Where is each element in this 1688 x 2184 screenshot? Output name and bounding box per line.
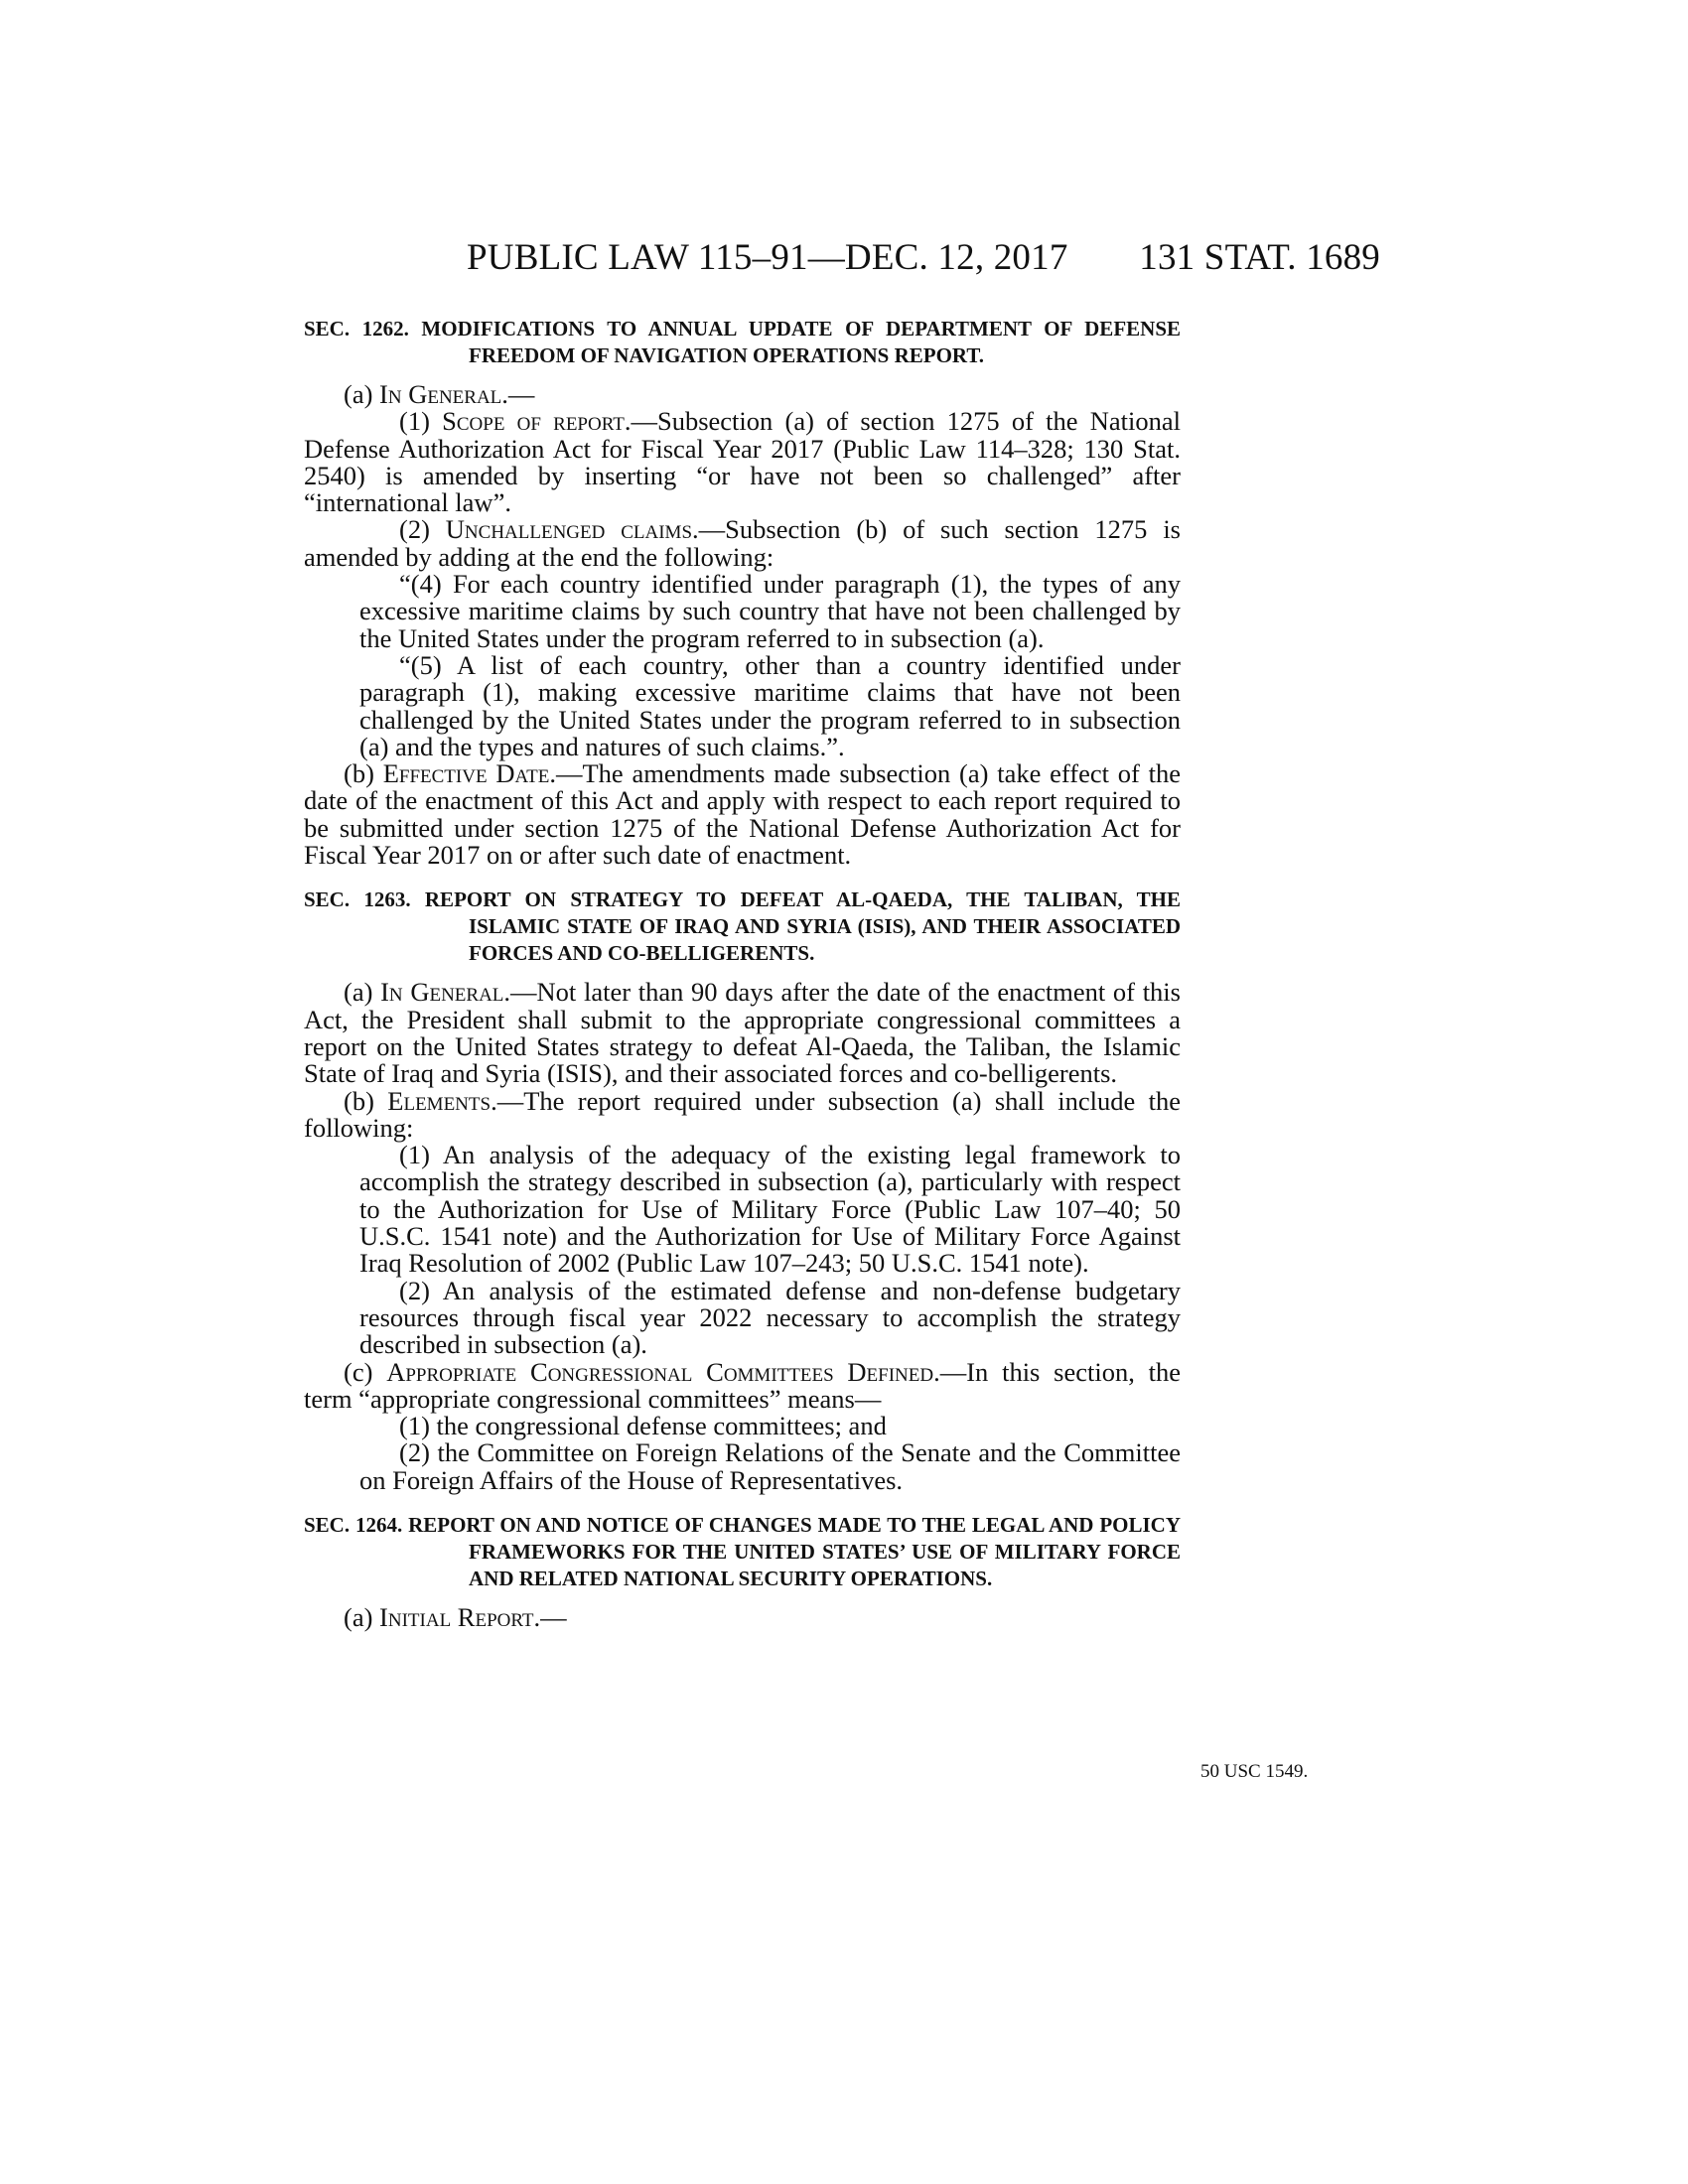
subsection-1262-a: (a) In General.— [344,379,535,409]
paragraph-1262-a-2: (2) Unchallenged claims.—Subsection (b) of such section 1275 is amended by adding at the end the following: [304,514,1181,572]
running-head-page-number: 131 STAT. 1689 [1139,237,1380,278]
subsection-heading: In General [379,379,502,409]
subsection-heading: In General [380,977,504,1008]
running-head-citation: PUBLIC LAW 115–91—DEC. 12, 2017 [467,237,1068,278]
element-2: (2) An analysis of the estimated defense and non-defense budgetary resources through fiscal year 2022 necessary to accomplish the strategy described in subsection (a). [359,1275,1181,1360]
subsection-heading: Elements [387,1085,492,1116]
subsection-1263-b: (b) Elements.—The report required under subsection (a) shall include the following: [304,1085,1181,1143]
document-body [304,316,1181,1631]
section-heading-1263: SEC. 1263. REPORT ON STRATEGY TO DEFEAT AL-QAEDA, THE TALIBAN, THE ISLAMIC STATE OF IRAQ AND SYRIA (ISIS), AND THEIR ASSOCIATED FORCES AND CO-BELLIGERENTS. [304,887,1181,966]
quoted-paragraph-4: “(4) For each country identified under paragraph (1), the types of any excessive maritime claims by such country that have not been challenged by the United States under the program referred to in subsection (a). [359,569,1181,653]
paragraph-1262-a-1: (1) Scope of report.—Subsection (a) of section 1275 of the National Defense Authorization Act for Fiscal Year 2017 (Public Law 114–328; 130 Stat. 2540) is amended by inserting “or have not been so challenged” after “international law”. [304,406,1182,518]
quoted-paragraph-5: “(5) A list of each country, other than a country identified under paragraph (1), making excessive maritime claims that have not been challenged by the United States under the program referred to in subsection (a) and the types and natures of such claims.”. [359,649,1181,761]
section-heading-1264: SEC. 1264. REPORT ON AND NOTICE OF CHANGES MADE TO THE LEGAL AND POLICY FRAMEWORKS FOR THE UNITED STATES’ USE OF MILITARY FORCE AND RELATED NATIONAL SECURITY OPERATIONS. [304,1512,1181,1590]
subsection-1264-a: (a) Initial Report.— [344,1601,567,1632]
section-heading-1262: SEC. 1262. MODIFICATIONS TO ANNUAL UPDATE OF DEPARTMENT OF DEFENSE FREEDOM OF NAVIGATION OPERATIONS REPORT. [304,317,1181,367]
paragraph-heading: Scope of report [442,406,625,437]
subsection-heading: Initial Report [379,1601,534,1632]
subsection-1263-c: (c) Appropriate Congressional Committees Defined.—In this section, the term “appropriate congressional committees” means— [304,1356,1181,1414]
subsection-1263-a: (a) In General.—Not later than 90 days after the date of the enactment of this Act, the President shall submit to the appropriate congressional committees a report on the United States strategy to defeat Al-Qaeda, the Taliban, the Islamic State of Iraq and Syria (ISIS), and their associated forces and co-belligerents. [304,977,1181,1089]
subsection-heading: Effective Date [382,758,550,789]
definition-item-2: (2) the Committee on Foreign Relations of the Senate and the Committee on Foreign Affairs of the House of Representatives. [359,1437,1181,1495]
subsection-1262-b: (b) Effective Date.—The amendments made subsection (a) take effect of the date of the enactment of this Act and apply with respect to each report required to be submitted under section 1275 of the National Defense Authorization Act for Fiscal Year 2017 on or after such date of enactment. [304,758,1182,871]
subsection-heading: Appropriate Congressional Committees Defined [386,1356,934,1387]
usc-margin-note: 50 USC 1549. [1200,1761,1309,1782]
paragraph-heading: Unchallenged claims [445,514,693,545]
definition-item-1: (1) the congressional defense committees; and [399,1411,887,1441]
element-1: (1) An analysis of the adequacy of the existing legal framework to accomplish the strategy described in subsection (a), particularly with respect to the Authorization for Use of Military Force (Public Law 107–40; 50 U.S.C. 1541 note) and the Authorization for Use of Military Force Against Iraq Resolution of 2002 (Public Law 107–243; 50 U.S.C. 1541 note). [359,1140,1181,1279]
